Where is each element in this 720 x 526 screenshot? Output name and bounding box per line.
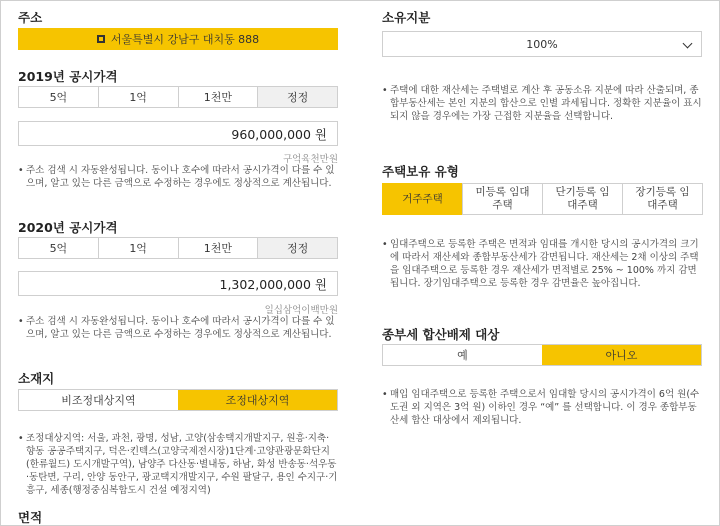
non-regulated-option[interactable]: 비조정대상지역 [19, 390, 178, 410]
ownership-options [382, 183, 702, 215]
address-field[interactable] [18, 28, 338, 50]
area-title: 면적 [18, 510, 43, 525]
price2019-input[interactable]: 960,000,000 원 [18, 121, 338, 146]
exclusion-note: • 매입 임대주택으로 등록한 주택으로서 임대할 당시의 공시가격이 6억 원(수도권 외 지역은 3억 원) 이하인 경우 “예” 를 선택합니다. 이 경우 종합부동산세 합산 대상에서 제외됩니다. [382, 388, 702, 427]
chevron-down-icon [683, 39, 693, 49]
share-value: 100% [526, 37, 558, 51]
share-note: • 주택에 대한 재산세는 주택별로 계산 후 공동소유 지분에 따라 산출되며, 종합부동산세는 본인 지분의 합산으로 인별 과세됩니다. 정확한 지분율이 표시되지 않을 경우에는 가장 근접한 지분율을 선택합니다. [382, 84, 702, 123]
address-value: 서울특별시 강남구 대치동 888 [110, 33, 260, 46]
add-100m-button[interactable]: 1억 [99, 238, 179, 258]
add-500m-button[interactable]: 5억 [19, 238, 99, 258]
add-100m-button[interactable]: 1억 [99, 87, 179, 107]
edit-icon [97, 35, 105, 43]
price2019-korean: 구억육천만원 [282, 154, 338, 165]
share-title: 소유지분 [382, 10, 431, 25]
exclusion-toggle [382, 344, 702, 366]
regulated-option[interactable]: 조정대상지역 [178, 390, 337, 410]
exclusion-no-option[interactable]: 아니오 [542, 345, 701, 365]
price2019-title: 2019년 공시가격 [18, 69, 118, 84]
ownership-title: 주택보유 유형 [382, 164, 459, 179]
price2019-buttons [18, 86, 338, 108]
ownership-note: • 임대주택으로 등록한 주택은 면적과 임대를 개시한 당시의 공시가격의 크기에 따라서 재산세와 종합부동산세가 감면됩니다. 재산세는 2채 이상의 주택을 임대주택으로 등록한 경우 재산세가 면적별로 25% ~ 100% 까지 감면됩니다. 장기임대주택으로 등록한 경우 감면율은 높아집니다. [382, 238, 702, 290]
price2020-note: • 주소 검색 시 자동완성됩니다. 동이나 호수에 따라서 공시가격이 다를 수 있으며, 알고 있는 다른 금액으로 수정하는 경우에도 정상적으로 계산됩니다. [18, 315, 338, 341]
price2020-buttons [18, 237, 338, 259]
price2020-input[interactable]: 1,302,000,000 원 [18, 271, 338, 296]
correct-button[interactable]: 정정 [258, 238, 337, 258]
exclusion-title: 종부세 합산배제 대상 [382, 327, 500, 342]
price2020-title: 2020년 공시가격 [18, 220, 118, 235]
add-500m-button[interactable]: 5억 [19, 87, 99, 107]
add-10m-button[interactable]: 1천만 [179, 87, 259, 107]
ownership-option-unregistered[interactable]: 미등록 임대 주택 [462, 183, 543, 215]
location-note: • 조정대상지역: 서울, 과천, 광명, 성남, 고양(삼송택지개발지구, 원흥·지축·향동 공공주택지구, 덕은·킨텍스(고양국제전시장)1단계·고양관광문화단지(한류월드) 도시개발구역), 남양주 다산동·별내동, 하남, 화성 반송동·석우동·동탄면, 구리, 안양 동안구, 광교택지개발지구, 수원 팔달구, 용인 수지구·기흥구, 세종(행정중심복합도시 건설 예정지역) [18, 432, 338, 497]
ownership-option-short-term[interactable]: 단기등록 임 대주택 [542, 183, 623, 215]
address-title: 주소 [18, 10, 43, 25]
location-toggle [18, 389, 338, 411]
correct-button[interactable]: 정정 [258, 87, 337, 107]
price2020-korean: 일십삼억이백만원 [264, 305, 338, 316]
share-select[interactable] [382, 31, 702, 57]
ownership-option-long-term[interactable]: 장기등록 임 대주택 [622, 183, 703, 215]
ownership-option-residence[interactable]: 거주주택 [382, 183, 463, 215]
exclusion-yes-option[interactable]: 예 [383, 345, 542, 365]
location-title: 소재지 [18, 371, 55, 386]
price2019-note: • 주소 검색 시 자동완성됩니다. 동이나 호수에 따라서 공시가격이 다를 수 있으며, 알고 있는 다른 금액으로 수정하는 경우에도 정상적으로 계산됩니다. [18, 164, 338, 190]
add-10m-button[interactable]: 1천만 [179, 238, 259, 258]
